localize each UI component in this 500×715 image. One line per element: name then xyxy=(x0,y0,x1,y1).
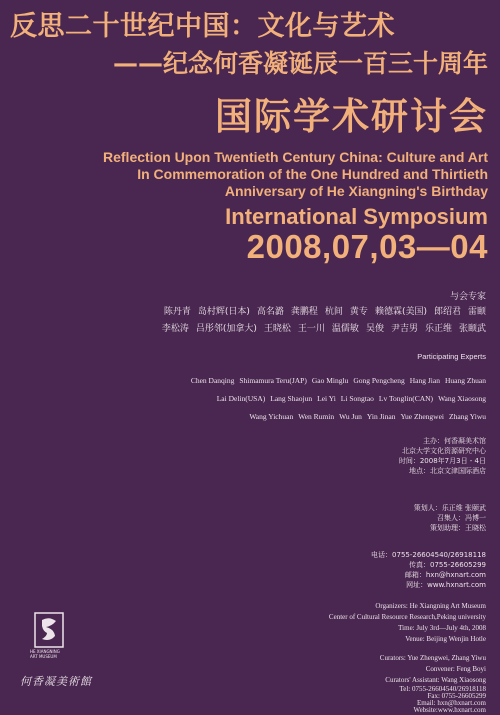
expert-name: 雷颐 xyxy=(467,307,486,317)
symposium-title: International Symposium xyxy=(225,204,488,229)
expert-name: 吕彤邻(加拿大) xyxy=(195,324,257,334)
organizers-cn xyxy=(399,436,486,476)
expert-name: 杭间 xyxy=(324,307,343,317)
experts-en-label: Participating Experts xyxy=(417,352,486,361)
expert-name: 李松涛 xyxy=(161,324,189,334)
expert-name: 王晓松 xyxy=(263,324,291,334)
expert-name: 郎绍君 xyxy=(433,307,461,317)
info-value: 0755-26604540/26918118 xyxy=(392,551,486,559)
info-line[interactable]: Website:www.hxnart.com xyxy=(413,706,486,714)
title-chinese-line2: ——纪念何香凝诞辰一百三十周年 xyxy=(112,49,488,78)
event-date: 2008,07,03—04 xyxy=(246,228,488,265)
info-value: 2008年7月3日 - 4日 xyxy=(419,457,486,465)
info-line: Curators: Yue Zhengwei, Zhang Yiwu xyxy=(379,654,486,662)
info-value: 冯博一 xyxy=(465,514,486,522)
info-value: 何香凝美术馆 xyxy=(444,437,486,445)
info-line: Curators' Assistant: Wang Xiaosong xyxy=(385,676,486,684)
expert-name: Lv Tonglin(CAN) xyxy=(378,394,434,403)
expert-name: 岛村辉(日本) xyxy=(197,307,250,317)
expert-name: Lei Yi xyxy=(317,394,336,403)
info-line: Convener: Feng Boyi xyxy=(425,665,486,673)
experts-en-row xyxy=(186,372,486,390)
museum-logo-icon xyxy=(34,612,64,648)
info-row xyxy=(371,580,486,590)
info-label: 召集人： xyxy=(437,514,465,522)
contact-cn xyxy=(371,550,486,590)
info-label: 策划助理： xyxy=(430,524,465,532)
info-line: Center of Cultural Resource Research,Peking university xyxy=(328,613,486,621)
expert-name: Chen Danqing xyxy=(190,376,235,385)
info-row xyxy=(399,456,486,466)
expert-name: Yin Jinan xyxy=(366,412,396,421)
info-label: 时间： xyxy=(398,457,420,465)
title-english-line2: In Commemoration of the One Hundred and Thirtieth xyxy=(137,166,488,182)
info-value[interactable]: hxn@hxnart.com xyxy=(425,571,486,579)
expert-name: 吴俊 xyxy=(365,324,384,334)
info-row xyxy=(371,570,486,580)
info-value: 王晓松 xyxy=(465,524,486,532)
expert-name: Wu Jun xyxy=(339,412,362,421)
expert-name: 龚鹏程 xyxy=(290,307,318,317)
curators-cn xyxy=(414,503,486,533)
info-value: 北京大学文化资源研究中心 xyxy=(402,447,486,455)
info-line[interactable]: Email: hxn@hxnart.com xyxy=(416,699,486,707)
info-line: Tel: 0755-26604540/26918118 xyxy=(399,685,486,693)
expert-name: 赖德霖(美国) xyxy=(374,307,427,317)
title-english-line3: Anniversary of He Xiangning's Birthday xyxy=(224,183,488,199)
expert-name: 尹吉男 xyxy=(390,324,418,334)
experts-en-row xyxy=(186,390,486,408)
contact-en xyxy=(399,686,486,714)
expert-name: Shimamura Teru(JAP) xyxy=(239,376,307,385)
expert-name: Gao Minglu xyxy=(311,376,349,385)
info-label: 网址： xyxy=(406,581,428,589)
experts-cn-row xyxy=(155,321,486,338)
info-row xyxy=(414,523,486,533)
info-line: Venue: Beijing Wenjin Hotle xyxy=(405,635,486,643)
expert-name: Li Songtao xyxy=(340,394,374,403)
title-chinese-line3: 国际学术研讨会 xyxy=(215,95,488,138)
expert-name: 张颐武 xyxy=(458,324,486,334)
title-chinese-line1: 反思二十世纪中国：文化与艺术 xyxy=(10,11,395,42)
info-row xyxy=(414,503,486,513)
info-label: 传真： xyxy=(409,561,431,569)
museum-logo-text xyxy=(30,649,60,659)
info-row xyxy=(399,446,486,456)
info-row xyxy=(371,560,486,570)
logo-text-line: HE XIANGNING xyxy=(30,649,60,654)
experts-en-row xyxy=(186,408,486,426)
info-value[interactable]: www.hxnart.com xyxy=(427,581,486,589)
expert-name: Wen Rumin xyxy=(298,412,335,421)
curators-en xyxy=(380,653,486,686)
info-row xyxy=(399,436,486,446)
info-row xyxy=(399,466,486,476)
expert-name: 乐正维 xyxy=(424,324,452,334)
organizers-en xyxy=(329,601,486,645)
expert-name: Zhang Yiwu xyxy=(448,412,486,421)
expert-name: Hang Jian xyxy=(409,376,440,385)
expert-name: Yue Zhengwei xyxy=(400,412,444,421)
info-line: Time: July 3rd—July 4th, 2008 xyxy=(398,624,486,632)
museum-calligraphy: 何香凝美術館 xyxy=(20,675,92,688)
logo-text-line: ART MUSEUM xyxy=(30,654,57,659)
expert-name: Wang Xiaosong xyxy=(438,394,486,403)
info-label: 电话： xyxy=(371,551,393,559)
info-value: 乐正维 张颐武 xyxy=(441,504,486,512)
expert-name: Huang Zhuan xyxy=(444,376,486,385)
experts-cn-label: 与会专家 xyxy=(449,292,486,302)
info-value: 北京文津国际酒店 xyxy=(430,467,486,475)
info-line: Fax: 0755-26605299 xyxy=(427,692,486,700)
info-label: 邮箱： xyxy=(404,571,426,579)
experts-cn-row xyxy=(155,304,486,321)
info-label: 地点： xyxy=(409,467,430,475)
expert-name: 王一川 xyxy=(297,324,325,334)
expert-name: 陈丹青 xyxy=(163,307,191,317)
experts-cn-list xyxy=(155,304,486,338)
expert-name: 温儒敏 xyxy=(331,324,359,334)
experts-en-list xyxy=(186,372,486,426)
info-label: 策划人： xyxy=(413,504,442,512)
info-line: Organizers: He Xiangning Art Museum xyxy=(375,602,486,610)
expert-name: Gong Pengcheng xyxy=(353,376,405,385)
expert-name: 黄专 xyxy=(349,307,368,317)
expert-name: Wang Yichuan xyxy=(249,412,294,421)
info-label: 主办： xyxy=(423,437,444,445)
title-english xyxy=(8,149,488,200)
expert-name: 高名潞 xyxy=(256,307,284,317)
expert-name: Lai Delin(USA) xyxy=(216,394,266,403)
expert-name: Lang Shaojun xyxy=(270,394,313,403)
title-english-line1: Reflection Upon Twentieth Century China: Culture and Art xyxy=(103,149,488,165)
info-row xyxy=(414,513,486,523)
info-row xyxy=(371,550,486,560)
info-value: 0755-26605299 xyxy=(430,561,486,569)
